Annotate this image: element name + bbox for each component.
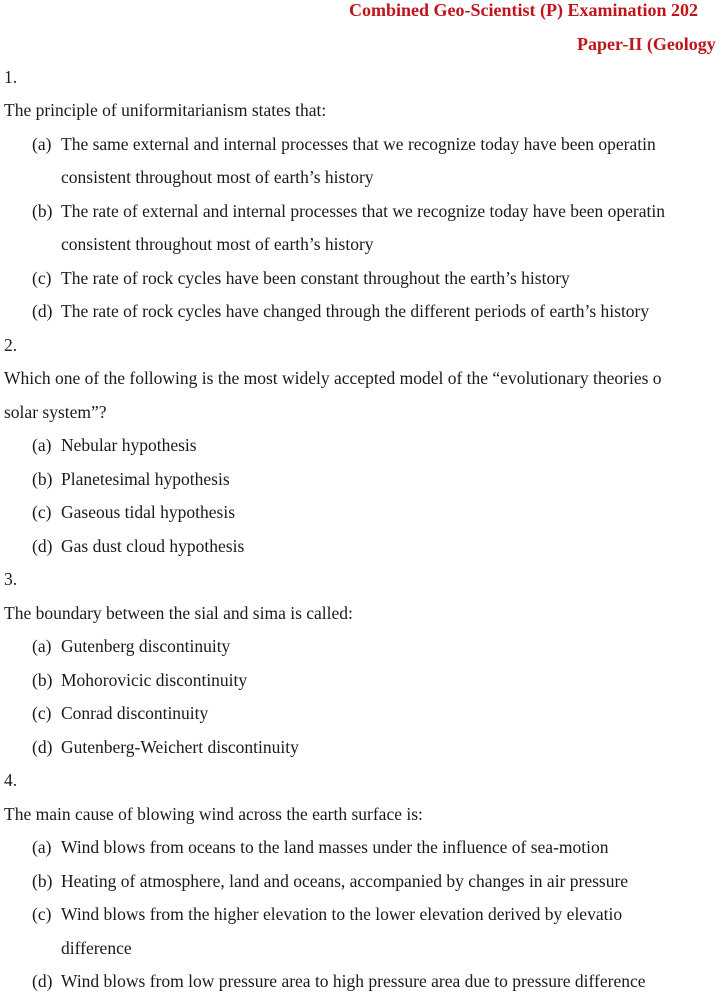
- option-label: (c): [32, 904, 52, 924]
- option-text: Heating of atmosphere, land and oceans, accompanied by changes in air pressure: [61, 871, 629, 891]
- option-d: [32, 300, 649, 322]
- option-text: Wind blows from oceans to the land masses under the influence of sea-motion: [61, 837, 609, 857]
- option-c: [32, 501, 235, 523]
- question-stem: The boundary between the sial and sima is called:: [4, 603, 353, 623]
- option-d: [32, 970, 646, 992]
- option-a: [32, 836, 608, 858]
- option-b: [32, 669, 247, 691]
- option-label: (c): [32, 502, 52, 522]
- option-text: Wind blows from the higher elevation to the lower elevation derived by elevatio: [61, 904, 623, 924]
- option-label: (d): [32, 301, 53, 321]
- option-text: Conrad discontinuity: [61, 703, 209, 723]
- question-number: 4.: [4, 770, 18, 790]
- question-stem: The principle of uniformitarianism states that:: [4, 100, 327, 120]
- option-text: Gutenberg discontinuity: [61, 636, 231, 656]
- option-label: (a): [32, 837, 52, 857]
- option-label: (c): [32, 268, 52, 288]
- question-number: 3.: [4, 569, 18, 589]
- option-c: [32, 903, 622, 925]
- option-label: (b): [32, 469, 53, 489]
- option-label: (b): [32, 871, 53, 891]
- option-label: (c): [32, 703, 52, 723]
- option-text: Gas dust cloud hypothesis: [61, 536, 245, 556]
- option-d: [32, 535, 244, 557]
- option-continuation: difference: [61, 938, 132, 958]
- question-number: 2.: [4, 335, 18, 355]
- option-label: (a): [32, 636, 52, 656]
- option-d: [32, 736, 299, 758]
- option-text: Nebular hypothesis: [61, 435, 197, 455]
- paper-title: Paper-II (Geology: [577, 34, 716, 54]
- option-a: [32, 434, 197, 456]
- option-label: (b): [32, 201, 53, 221]
- question-stem-continuation: solar system”?: [4, 402, 107, 422]
- option-a: [32, 133, 656, 155]
- exam-title: Combined Geo-Scientist (P) Examination 202: [349, 0, 698, 20]
- option-a: [32, 635, 230, 657]
- option-text: Planetesimal hypothesis: [61, 469, 230, 489]
- option-text: The rate of external and internal processes that we recognize today have been operatin: [61, 201, 665, 221]
- option-text: The same external and internal processes that we recognize today have been operatin: [61, 134, 656, 154]
- option-continuation: consistent throughout most of earth’s history: [61, 234, 374, 254]
- option-label: (d): [32, 536, 53, 556]
- option-text: Gaseous tidal hypothesis: [61, 502, 236, 522]
- option-c: [32, 267, 570, 289]
- option-text: Wind blows from low pressure area to high pressure area due to pressure difference: [61, 971, 646, 991]
- option-label: (b): [32, 670, 53, 690]
- option-label: (a): [32, 435, 52, 455]
- option-b: [32, 200, 665, 222]
- option-label: (d): [32, 737, 53, 757]
- question-stem: The main cause of blowing wind across the earth surface is:: [4, 804, 423, 824]
- option-text: Gutenberg-Weichert discontinuity: [61, 737, 299, 757]
- option-text: The rate of rock cycles have been constant throughout the earth’s history: [61, 268, 570, 288]
- option-label: (a): [32, 134, 52, 154]
- option-c: [32, 702, 208, 724]
- question-stem: Which one of the following is the most widely accepted model of the “evolutionary theories o: [4, 368, 662, 388]
- option-text: Mohorovicic discontinuity: [61, 670, 248, 690]
- option-b: [32, 870, 628, 892]
- option-label: (d): [32, 971, 53, 991]
- option-continuation: consistent throughout most of earth’s history: [61, 167, 374, 187]
- option-b: [32, 468, 230, 490]
- question-number: 1.: [4, 67, 18, 87]
- option-text: The rate of rock cycles have changed through the different periods of earth’s history: [61, 301, 650, 321]
